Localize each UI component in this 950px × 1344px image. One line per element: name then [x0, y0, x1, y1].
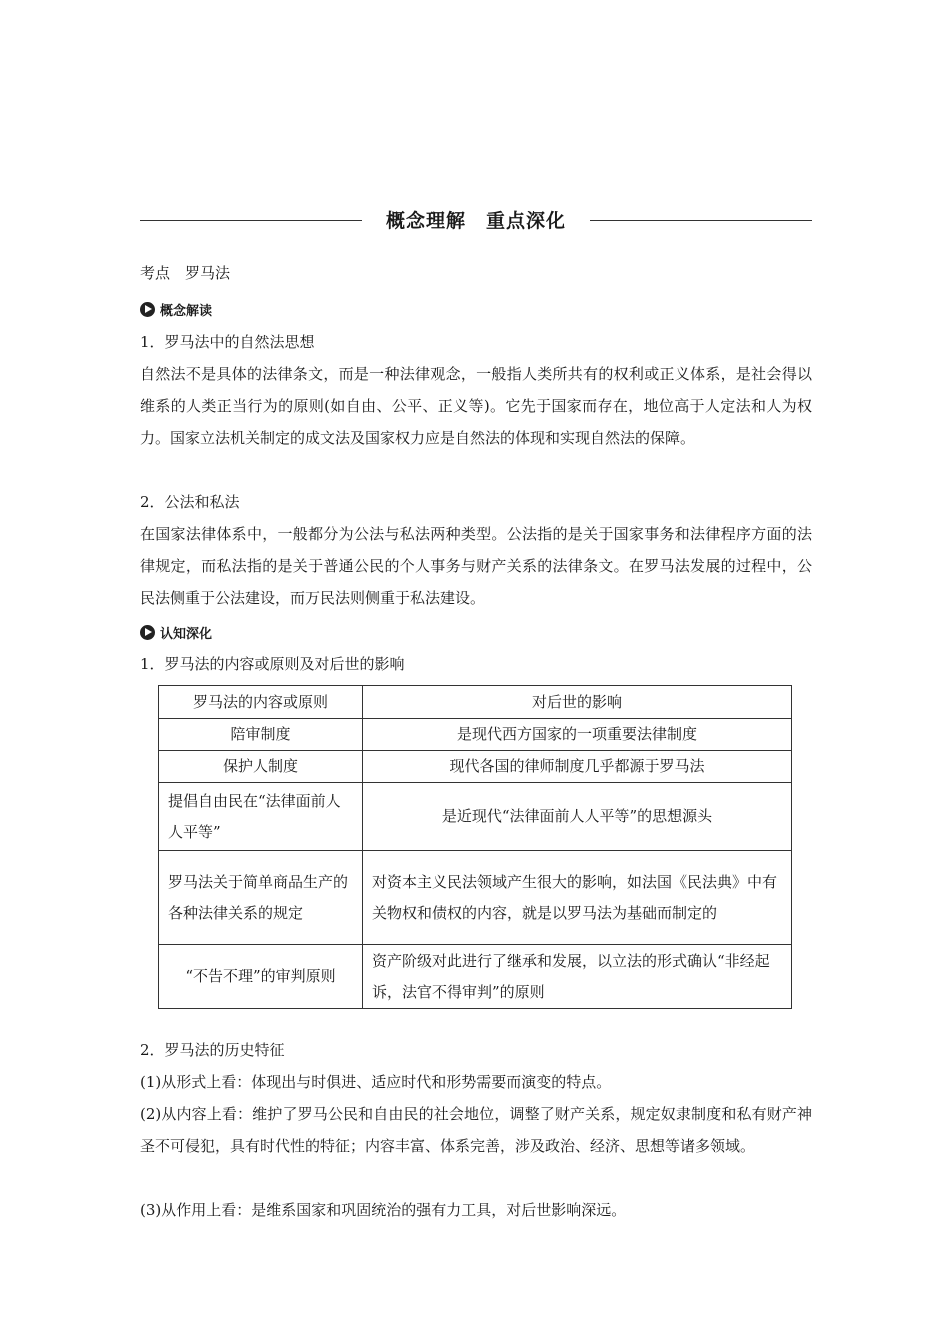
influence-table: [158, 685, 792, 1009]
table-row: [159, 851, 792, 945]
section-deepen: [140, 623, 212, 642]
concept-heading-2: 2．公法和私法: [140, 493, 240, 511]
section-concept-label: 概念解读: [160, 304, 213, 319]
table-header-row: [159, 686, 792, 719]
feature-item-2: (2)从内容上看：维护了罗马公民和自由民的社会地位，调整了财产关系，规定奴隶制度和私有财产神圣不可侵犯，具有时代性的特征；内容丰富、体系完善，涉及政治、经济、思想等诸多领域。: [140, 1105, 812, 1155]
play-icon: [140, 625, 155, 640]
table-row: [159, 751, 792, 783]
table-cell: 陪审制度: [159, 719, 363, 751]
table-cell: 现代各国的律师制度几乎都源于罗马法: [363, 751, 792, 783]
table-cell: 提倡自由民在“法律面前人人平等”: [159, 783, 363, 851]
table-cell: 资产阶级对此进行了继承和发展，以立法的形式确认“非经起诉，法官不得审判”的原则: [363, 945, 792, 1009]
table-header-cell: 对后世的影响: [363, 686, 792, 719]
section-header: [140, 206, 812, 236]
header-rule-left: [140, 220, 362, 221]
topic-label: 考点 罗马法: [140, 264, 231, 282]
table-cell: 是近现代“法律面前人人平等”的思想源头: [363, 783, 792, 851]
section-concept: [140, 300, 212, 319]
table-cell: 是现代西方国家的一项重要法律制度: [363, 719, 792, 751]
table-cell: 保护人制度: [159, 751, 363, 783]
concept-heading-1: 1．罗马法中的自然法思想: [140, 333, 315, 351]
table-cell: 罗马法关于简单商品生产的各种法律关系的规定: [159, 851, 363, 945]
play-icon: [140, 302, 155, 317]
concept-text-1: 自然法不是具体的法律条文，而是一种法律观念，一般指人类所共有的权利或正义体系，是社会得以维系的人类正当行为的原则(如自由、公平、正义等)。它先于国家而存在，地位高于人定法和人为权力。国家立法机关制定的成文法及国家权力应是自然法的体现和实现自然法的保障。: [140, 365, 812, 447]
table-row: [159, 719, 792, 751]
table-cell: 对资本主义民法领域产生很大的影响，如法国《民法典》中有关物权和债权的内容，就是以罗马法为基础而制定的: [363, 851, 792, 945]
table-row: [159, 783, 792, 851]
page-title: 概念理解 重点深化: [385, 210, 566, 232]
deepen-heading-1: 1．罗马法的内容或原则及对后世的影响: [140, 655, 405, 673]
feature-item-3: (3)从作用上看：是维系国家和巩固统治的强有力工具，对后世影响深远。: [140, 1201, 627, 1219]
concept-text-2: 在国家法律体系中，一般都分为公法与私法两种类型。公法指的是关于国家事务和法律程序方面的法律规定，而私法指的是关于普通公民的个人事务与财产关系的法律条文。在罗马法发展的过程中，公民法侧重于公法建设，而万民法则侧重于私法建设。: [140, 525, 812, 607]
section-deepen-label: 认知深化: [160, 627, 213, 642]
feature-item-1: (1)从形式上看：体现出与时俱进、适应时代和形势需要而演变的特点。: [140, 1073, 612, 1091]
header-rule-right: [590, 220, 812, 221]
table-cell: “不告不理”的审判原则: [159, 945, 363, 1009]
table-row: [159, 945, 792, 1009]
features-heading: 2．罗马法的历史特征: [140, 1041, 285, 1059]
table-header-cell: 罗马法的内容或原则: [159, 686, 363, 719]
